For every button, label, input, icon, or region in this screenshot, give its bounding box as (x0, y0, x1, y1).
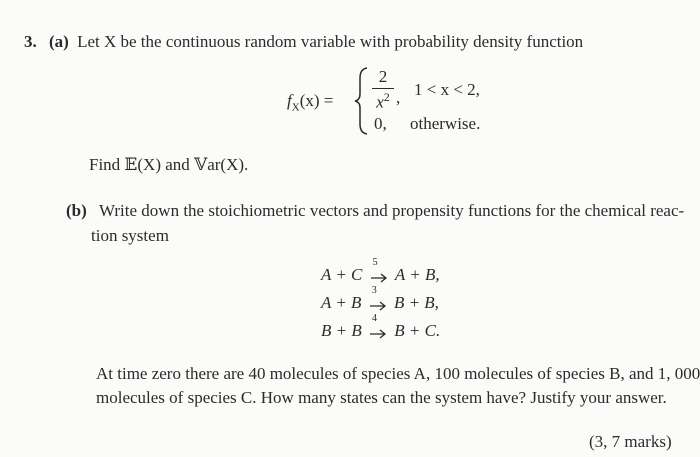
part-a-label: (a) (49, 32, 69, 51)
part-a-intro: Let X be the continuous random variable with probability density function (77, 32, 584, 51)
part-b-para-line1: At time zero there are 40 molecules of species A, 100 molecules of species B, and 1, 000 (96, 364, 700, 383)
part-b-para-line2: molecules of species C. How many states can the system have? Justify your answer. (96, 388, 667, 407)
reaction-3-rate: 4 (372, 313, 377, 324)
pdf-numerator: 2 (378, 67, 388, 86)
reaction-3-rhs: B + C. (394, 321, 441, 340)
pdf-comma: , (396, 88, 401, 107)
pdf-lhs-f: f (287, 91, 292, 110)
reaction-1-lhs: A + C (321, 265, 363, 284)
question-number: 3. (24, 32, 37, 51)
pdf-case1-cond: 1 < x < 2, (414, 80, 480, 99)
reaction-2-rhs: B + B, (393, 293, 439, 312)
pdf-fraction (370, 67, 396, 113)
marks-label: (3, 7 marks) (589, 432, 672, 451)
pdf-denominator-exp: 2 (383, 90, 390, 104)
find-expectation-variance: Find 𝔼(X) and 𝕍ar(X). (89, 155, 249, 174)
reaction-arrow-icon (369, 325, 387, 339)
left-brace (354, 66, 370, 136)
reaction-1-arrow (367, 257, 391, 285)
reaction-1-rate: 5 (372, 257, 378, 268)
fraction-bar (372, 88, 394, 89)
pdf-case2-value: 0, (374, 114, 387, 133)
reaction-1 (321, 257, 440, 285)
reaction-3 (321, 313, 441, 341)
pdf-lhs-sub: X (291, 101, 300, 114)
pdf-lhs-arg: (x) = (299, 91, 334, 110)
reaction-arrow-icon (369, 297, 387, 311)
pdf-case2-cond: otherwise. (410, 114, 481, 133)
reaction-2-rate: 3 (371, 285, 377, 296)
question-header (24, 32, 583, 52)
reaction-2-arrow (366, 285, 390, 313)
reaction-arrow-icon (370, 269, 388, 283)
reaction-1-rhs: A + B, (394, 265, 440, 284)
part-b-line2: tion system (91, 226, 169, 245)
reaction-2-lhs: A + B (321, 293, 362, 312)
part-b-label: (b) (66, 201, 87, 220)
part-b-line1 (66, 201, 684, 221)
part-b-text-line1: Write down the stoichiometric vectors and propensity functions for the chemical reac- (99, 201, 685, 220)
pdf-lhs (287, 91, 333, 113)
pdf-denominator: x (376, 92, 384, 112)
reaction-3-arrow (366, 313, 390, 341)
reaction-3-lhs: B + B (321, 321, 362, 340)
reaction-2 (321, 285, 439, 313)
